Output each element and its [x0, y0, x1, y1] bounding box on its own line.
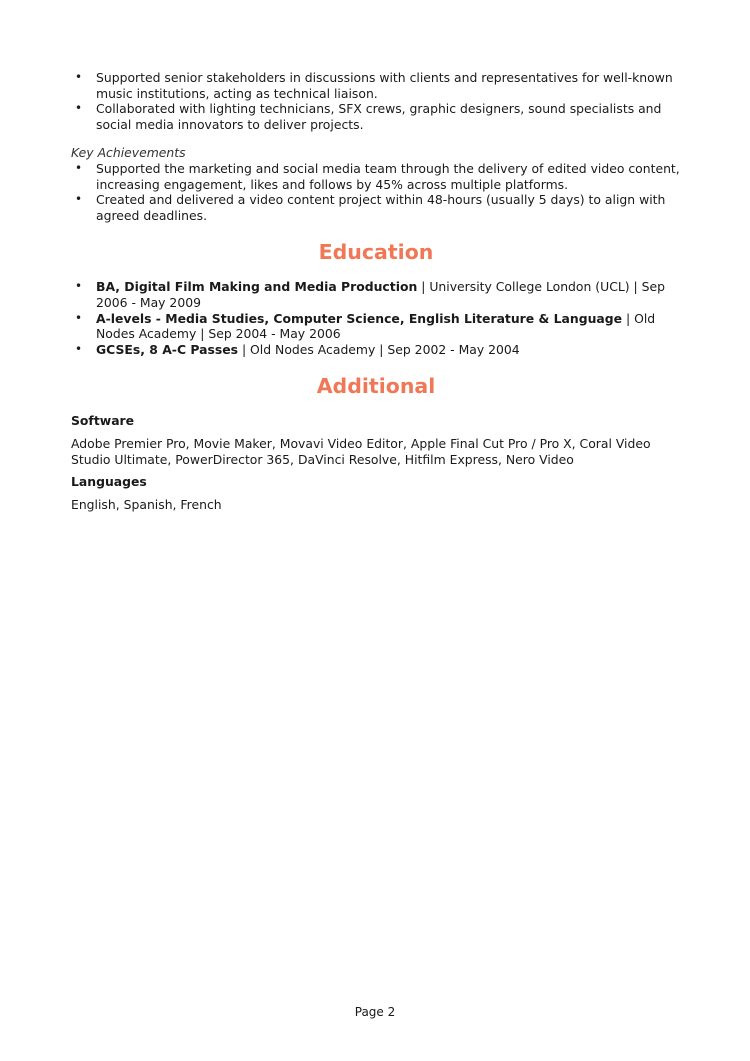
qualification-details: | Old Nodes Academy | Sep 2002 - May 2004: [238, 341, 520, 357]
responsibility-text: Collaborated with lighting technicians, SFX crews, graphic designers, sound specialists and social media innovators to deliver projects.: [96, 101, 662, 132]
achievements-list: [71, 161, 681, 223]
qualification-details: | Old Nodes Academy | Sep 2004 - May 2006: [96, 310, 656, 342]
bullet-icon: •: [75, 160, 83, 175]
bullet-icon: •: [75, 101, 83, 116]
bullet-icon: •: [75, 341, 83, 356]
qualification-name: A-levels - Media Studies, Computer Science, English Literature & Language: [96, 310, 623, 326]
qualification-name: BA, Digital Film Making and Media Production: [96, 279, 418, 295]
achievement-text: Created and delivered a video content project within 48-hours (usually 5 days) to align with agreed deadlines.: [96, 192, 666, 223]
list-item: [71, 70, 681, 101]
list-item: [71, 311, 681, 342]
page-number: Page 2: [354, 1005, 396, 1019]
bullet-icon: •: [75, 310, 83, 325]
list-item: [71, 342, 681, 358]
responsibility-text: Supported senior stakeholders in discussions with clients and representatives for well-known music institutions, acting as technical liaison.: [96, 70, 673, 101]
software-label: Software: [71, 413, 135, 429]
bullet-icon: •: [75, 70, 83, 84]
additional-section-title: Additional: [316, 374, 436, 399]
languages-label: Languages: [71, 474, 147, 490]
qualification-details: | University College London (UCL) | Sep 2006 - May 2009: [96, 279, 665, 310]
list-item: [71, 192, 681, 223]
list-item: [71, 279, 681, 310]
languages-text: English, Spanish, French: [71, 496, 222, 512]
education-section-title: Education: [318, 240, 434, 265]
achievement-text: Supported the marketing and social media team through the delivery of edited video content, increasing engagement, likes and follows by 45% across multiple platforms.: [96, 160, 680, 192]
resume-page-content: [71, 70, 681, 519]
software-text: Adobe Premier Pro, Movie Maker, Movavi Video Editor, Apple Final Cut Pro / Pro X, Coral Video Studio Ultimate, PowerDirector 365, DaVinci Resolve, Hitfilm Express, Nero Video: [71, 435, 651, 467]
qualification-name: GCSEs, 8 A-C Passes: [96, 341, 238, 357]
list-item: [71, 161, 681, 192]
bullet-icon: •: [75, 279, 83, 294]
responsibilities-list: [71, 70, 681, 132]
bullet-icon: •: [75, 192, 83, 207]
education-list: [71, 279, 681, 357]
list-item: [71, 101, 681, 132]
key-achievements-heading: Key Achievements: [71, 145, 186, 161]
